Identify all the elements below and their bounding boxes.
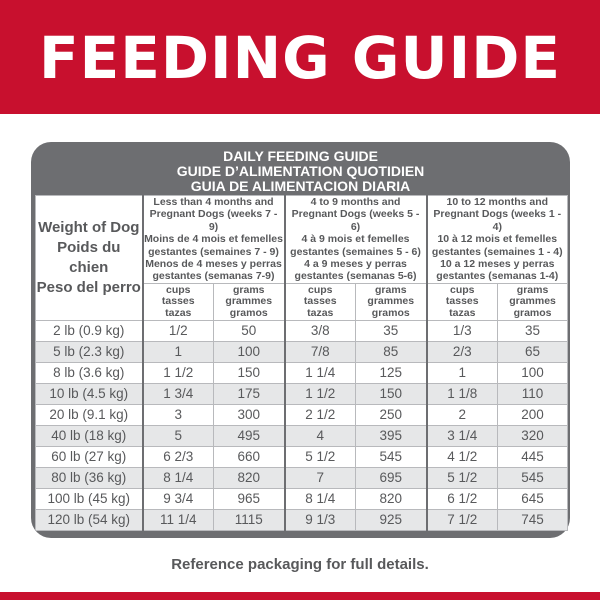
- stage-line: 10 à 12 mois et femelles: [437, 233, 558, 246]
- feeding-table: [35, 195, 568, 531]
- cups-cell: 7/8: [285, 341, 356, 362]
- stage-line: gestantes (semaines 7 - 9): [148, 245, 279, 258]
- stage-line: gestantes (semaines 5 - 6): [290, 245, 421, 258]
- table-row: [36, 488, 568, 509]
- grams-cell: 150: [356, 383, 427, 404]
- unit-label: grams: [375, 283, 407, 296]
- unit-label: tazas: [307, 306, 334, 319]
- grams-cell: 820: [214, 467, 285, 488]
- cups-cell: 5 1/2: [285, 446, 356, 467]
- grams-cell: 320: [498, 425, 568, 446]
- cups-cell: 6 1/2: [427, 488, 498, 509]
- unit-label: cups: [450, 283, 475, 296]
- grams-cell: 445: [498, 446, 568, 467]
- weight-cell: 80 lb (36 kg): [36, 467, 143, 488]
- cups-cell: 2 1/2: [285, 404, 356, 425]
- cups-cell: 7: [285, 467, 356, 488]
- grams-cell: 100: [498, 362, 568, 383]
- cups-cell: 1 1/8: [427, 383, 498, 404]
- weight-cell: 60 lb (27 kg): [36, 446, 143, 467]
- cups-cell: 4: [285, 425, 356, 446]
- stage-line: Pregnant Dogs (weeks 7 - 9): [149, 208, 278, 233]
- cups-cell: 1 1/2: [143, 362, 214, 383]
- grams-cell: 110: [498, 383, 568, 404]
- weight-cell: 20 lb (9.1 kg): [36, 404, 143, 425]
- grams-cell: 695: [356, 467, 427, 488]
- weight-header-fr: Poids du chien: [57, 238, 121, 276]
- heading-spanish: GUIA DE ALIMENTACION DIARIA: [190, 178, 411, 194]
- heading-english: DAILY FEEDING GUIDE: [223, 148, 378, 164]
- grams-unit-header: [356, 283, 427, 320]
- cups-cell: 11 1/4: [143, 509, 214, 530]
- grams-cell: 645: [498, 488, 568, 509]
- table-row: [36, 320, 568, 341]
- unit-label: tasses: [303, 295, 337, 308]
- grams-cell: 125: [356, 362, 427, 383]
- cups-cell: 1/3: [427, 320, 498, 341]
- stage-line: 10 a 12 meses y perras: [440, 258, 555, 271]
- stage-line: 4 to 9 months and: [310, 196, 401, 208]
- grams-cell: 545: [498, 467, 568, 488]
- weight-cell: 2 lb (0.9 kg): [36, 320, 143, 341]
- grams-cell: 35: [498, 320, 568, 341]
- unit-label: grams: [233, 283, 265, 296]
- page-title: FEEDING GUIDE: [39, 24, 561, 92]
- cups-cell: 9 3/4: [143, 488, 214, 509]
- stage-line: gestantes (semanas 5-6): [294, 270, 417, 283]
- unit-label: tazas: [449, 306, 476, 319]
- panel-heading: [31, 149, 570, 194]
- table-row: [36, 341, 568, 362]
- unit-label: tasses: [161, 295, 195, 308]
- cups-unit-header: [143, 283, 214, 320]
- stage-line: Pregnant Dogs (weeks 1 - 4): [433, 208, 562, 233]
- grams-unit-header: [214, 283, 285, 320]
- cups-cell: 5: [143, 425, 214, 446]
- grams-cell: 1115: [214, 509, 285, 530]
- cups-cell: 1 1/4: [285, 362, 356, 383]
- stage-line: 10 to 12 months and: [446, 196, 549, 208]
- weight-cell: 5 lb (2.3 kg): [36, 341, 143, 362]
- unit-label: gramos: [513, 306, 552, 319]
- grams-cell: 100: [214, 341, 285, 362]
- feeding-guide-panel: [31, 142, 570, 538]
- weight-header-en: Weight of Dog: [38, 218, 140, 236]
- table-row: [36, 467, 568, 488]
- cups-unit-header: [285, 283, 356, 320]
- unit-label: grammes: [509, 295, 556, 308]
- weight-cell: 120 lb (54 kg): [36, 509, 143, 530]
- stage-line: Moins de 4 mois et femelles: [144, 233, 283, 246]
- grams-cell: 300: [214, 404, 285, 425]
- stage-line: gestantes (semanas 1-4): [436, 270, 559, 283]
- heading-french: GUIDE D’ALIMENTATION QUOTIDIEN: [176, 163, 425, 179]
- unit-label: grammes: [225, 295, 273, 308]
- weight-header-es: Peso del perro: [36, 278, 141, 296]
- grams-cell: 50: [214, 320, 285, 341]
- grams-cell: 965: [214, 488, 285, 509]
- cups-cell: 8 1/4: [285, 488, 356, 509]
- stage-line: 4 à 9 mois et femelles: [301, 233, 410, 246]
- unit-label: gramos: [229, 306, 268, 319]
- stage-line: Less than 4 months and: [153, 196, 274, 208]
- table-row: [36, 425, 568, 446]
- weight-column-header: [36, 196, 143, 321]
- cups-cell: 1: [143, 341, 214, 362]
- grams-cell: 250: [356, 404, 427, 425]
- weight-cell: 10 lb (4.5 kg): [36, 383, 143, 404]
- grams-cell: 545: [356, 446, 427, 467]
- stage-header-4-to-9-months: [285, 196, 427, 284]
- table-row: [36, 362, 568, 383]
- weight-cell: 40 lb (18 kg): [36, 425, 143, 446]
- grams-cell: 85: [356, 341, 427, 362]
- cups-cell: 1/2: [143, 320, 214, 341]
- unit-label: grammes: [367, 295, 415, 308]
- unit-label: gramos: [371, 306, 410, 319]
- cups-cell: 6 2/3: [143, 446, 214, 467]
- grams-unit-header: [498, 283, 568, 320]
- header-banner: [0, 0, 600, 114]
- stage-line: gestantes (semaines 1 - 4): [431, 245, 563, 258]
- grams-cell: 660: [214, 446, 285, 467]
- stage-header-10-to-12-months: [427, 196, 568, 284]
- cups-cell: 5 1/2: [427, 467, 498, 488]
- cups-cell: 1 1/2: [285, 383, 356, 404]
- grams-cell: 820: [356, 488, 427, 509]
- unit-label: grams: [516, 283, 549, 296]
- unit-label: cups: [308, 283, 333, 296]
- cups-cell: 7 1/2: [427, 509, 498, 530]
- stage-header-under-4-months: [143, 196, 285, 284]
- stage-line: 4 a 9 meses y perras: [304, 258, 407, 271]
- cups-unit-header: [427, 283, 498, 320]
- table-row: [36, 509, 568, 530]
- grams-cell: 150: [214, 362, 285, 383]
- table-row: [36, 404, 568, 425]
- footnote: Reference packaging for full details.: [171, 556, 429, 573]
- table-body: [36, 320, 568, 530]
- bottom-red-bar: [0, 592, 600, 600]
- grams-cell: 175: [214, 383, 285, 404]
- cups-cell: 3: [143, 404, 214, 425]
- grams-cell: 395: [356, 425, 427, 446]
- table-row: [36, 446, 568, 467]
- cups-cell: 3 1/4: [427, 425, 498, 446]
- grams-cell: 925: [356, 509, 427, 530]
- cups-cell: 4 1/2: [427, 446, 498, 467]
- stage-line: gestantes (semanas 7-9): [152, 270, 275, 283]
- cups-cell: 2: [427, 404, 498, 425]
- cups-cell: 2/3: [427, 341, 498, 362]
- unit-label: tasses: [445, 295, 479, 308]
- cups-cell: 3/8: [285, 320, 356, 341]
- stage-line: Menos de 4 meses y perras: [145, 258, 282, 271]
- unit-label: tazas: [165, 306, 192, 319]
- grams-cell: 745: [498, 509, 568, 530]
- cups-cell: 1: [427, 362, 498, 383]
- grams-cell: 35: [356, 320, 427, 341]
- table-row: [36, 383, 568, 404]
- unit-label: cups: [165, 283, 191, 296]
- cups-cell: 8 1/4: [143, 467, 214, 488]
- cups-cell: 9 1/3: [285, 509, 356, 530]
- weight-cell: 100 lb (45 kg): [36, 488, 143, 509]
- grams-cell: 65: [498, 341, 568, 362]
- grams-cell: 200: [498, 404, 568, 425]
- cups-cell: 1 3/4: [143, 383, 214, 404]
- grams-cell: 495: [214, 425, 285, 446]
- weight-cell: 8 lb (3.6 kg): [36, 362, 143, 383]
- stage-line: Pregnant Dogs (weeks 5 - 6): [291, 208, 420, 233]
